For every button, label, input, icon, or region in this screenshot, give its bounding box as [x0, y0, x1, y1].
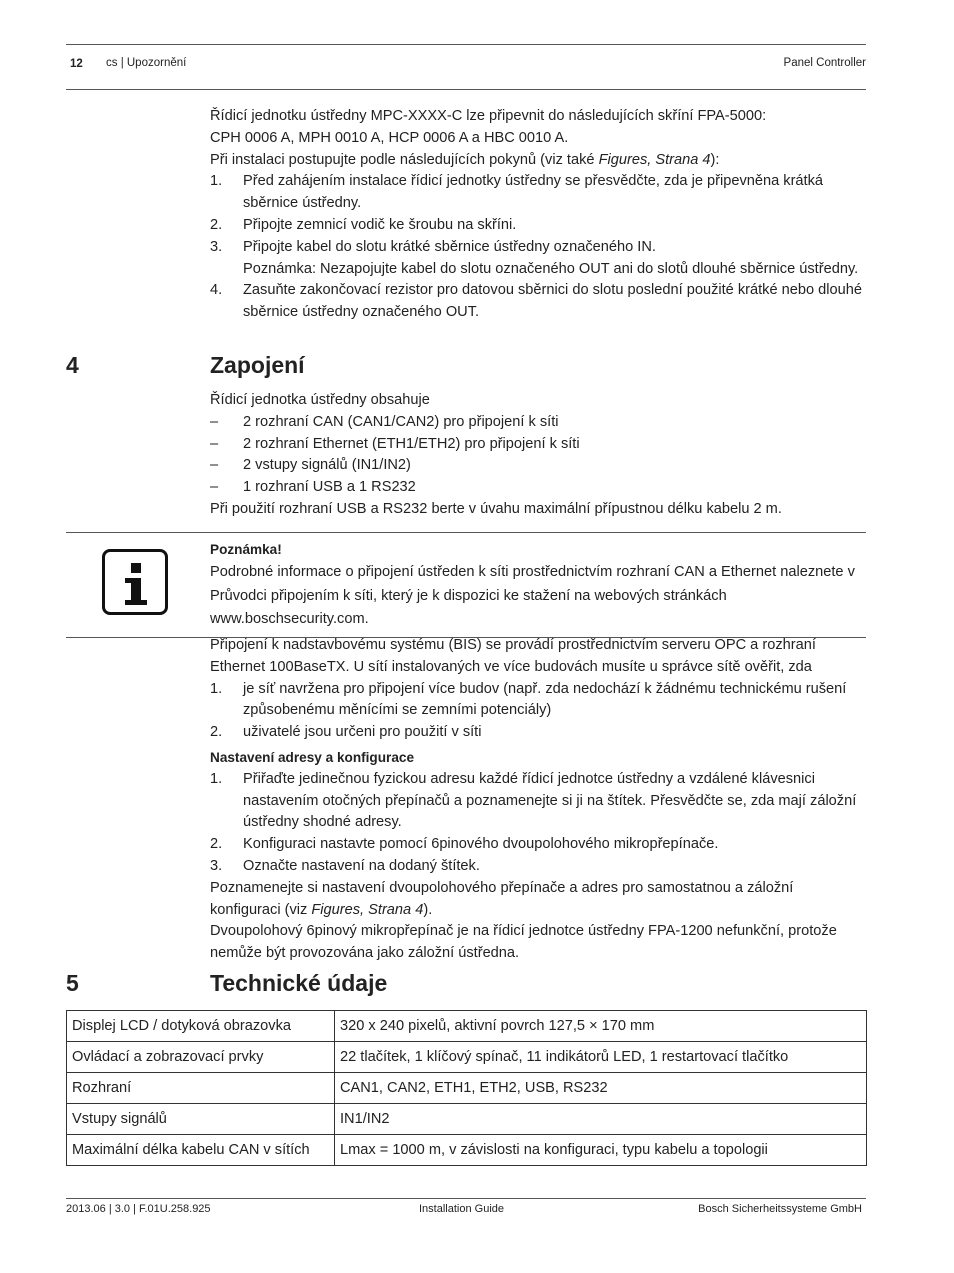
bis-item: 1. je síť navržena pro připojení více budov (např. zda nedochází k žádnému technickému rušení způsobenému měnícími se zemními potenciály) — [210, 680, 847, 719]
header-top-rule — [66, 44, 866, 45]
notice-text: Podrobné informace o připojení ústředen k síti prostřednictvím rozhraní CAN a Ethernet naleznete v Průvodci připojením k síti, který je k dispozici ke stažení na webových stránkách www.boschsecurity.com. — [210, 564, 855, 628]
bis-block — [210, 635, 866, 965]
technical-data-table — [66, 1010, 867, 1166]
config-title: Nastavení adresy a konfigurace — [210, 749, 414, 765]
spec-label: Ovládací a zobrazovací prvky — [67, 1042, 335, 1073]
interface-item: – 1 rozhraní USB a 1 RS232 — [210, 479, 416, 496]
footer-rule — [66, 1198, 866, 1199]
install-step: 2. Připojte zemnicí vodič ke šroubu na skříni. — [210, 216, 517, 233]
section-4-title: Zapojení — [210, 352, 305, 378]
table-row — [67, 1042, 867, 1073]
config-note: Poznamenejte si nastavení dvoupolohového přepínače a adres pro samostatnou a záložní konfiguraci (viz Figures, Strana 4). — [210, 879, 794, 918]
section-4-intro: Řídicí jednotka ústředny obsahuje — [210, 392, 430, 408]
notice-top-rule — [66, 532, 866, 533]
config-item: 2. Konfiguraci nastavte pomocí 6pinového dvoupolohového mikropřepínače. — [210, 836, 719, 853]
interface-item: – 2 vstupy signálů (IN1/IN2) — [210, 457, 411, 474]
section-5-title: Technické údaje — [210, 970, 388, 996]
intro-block — [210, 106, 866, 324]
install-step: 4. Zasuňte zakončovací rezistor pro datovou sběrnici do slotu poslední použité krátké nebo dlouhé sběrnice ústředny označeného OUT. — [210, 282, 862, 321]
install-step: 1. Před zahájením instalace řídicí jednotky ústředny se přesvědčte, zda je připevněna krátká sběrnice ústředny. — [210, 173, 824, 212]
header-bottom-rule — [66, 89, 866, 90]
section-5-number: 5 — [66, 970, 79, 996]
config-item: 1. Přiřaďte jedinečnou fyzickou adresu každé řídicí jednotce ústředny a vzdálené klávesnici nastavením otočných přepínačů a poznamenejte si ji na štítek. Přesvědčte se, zda mají záložní ústředny shodné adresy. — [210, 770, 857, 831]
table-row — [67, 1073, 867, 1104]
spec-label: Vstupy signálů — [67, 1104, 335, 1135]
spec-value: 22 tlačítek, 1 klíčový spínač, 11 indikátorů LED, 1 restartovací tlačítko — [335, 1042, 867, 1073]
footer-doc-id: 2013.06 | 3.0 | F.01U.258.925 — [66, 1203, 211, 1215]
section-4-intro-block — [210, 390, 866, 521]
intro-line-2: CPH 0006 A, MPH 0010 A, HCP 0006 A a HBC 0010 A. — [210, 129, 569, 146]
usb-note: Při použití rozhraní USB a RS232 berte v úvahu maximální přípustnou délku kabelu 2 m. — [210, 500, 782, 517]
dip-note: Dvoupolohový 6pinový mikropřepínač je na řídicí jednotce ústředny FPA-1200 nefunkční, protože nemůže být provozována jako záložní ústředna. — [210, 923, 837, 962]
bis-text: Připojení k nadstavbovému systému (BIS) se provádí prostřednictvím serveru OPC a rozhraní Ethernet 100BaseTX. U sítí instalovaných ve více budovách musíte u správce sítě ověřit, zda — [210, 637, 816, 675]
install-step-note: Poznámka: Nezapojujte kabel do slotu označeného OUT ani do slotů dlouhé sběrnice ústředny. — [243, 260, 859, 277]
section-4-number: 4 — [66, 352, 79, 378]
intro-line-3: Při instalaci postupujte podle následujících pokynů (viz také Figures, Strana 4): — [210, 151, 720, 168]
notice-block — [210, 538, 866, 632]
header-section: cs | Upozornění — [106, 57, 187, 69]
interface-item: – 2 rozhraní Ethernet (ETH1/ETH2) pro připojení k síti — [210, 435, 580, 452]
spec-value: Lmax = 1000 m, v závislosti na konfiguraci, typu kabelu a topologii — [335, 1135, 867, 1166]
header-product: Panel Controller — [783, 57, 866, 69]
bis-item: 2. uživatelé jsou určeni pro použití v síti — [210, 724, 482, 741]
info-icon — [102, 549, 168, 615]
notice-title: Poznámka! — [210, 542, 282, 557]
spec-label: Maximální délka kabelu CAN v sítích — [67, 1135, 335, 1166]
page-number: 12 — [70, 58, 83, 70]
spec-value: CAN1, CAN2, ETH1, ETH2, USB, RS232 — [335, 1073, 867, 1104]
spec-value: 320 x 240 pixelů, aktivní povrch 127,5 × 170 mm — [335, 1011, 867, 1042]
intro-line-1: Řídicí jednotku ústředny MPC-XXXX-C lze připevnit do následujících skříní FPA-5000: — [210, 108, 767, 124]
config-item: 3. Označte nastavení na dodaný štítek. — [210, 857, 480, 874]
spec-label: Displej LCD / dotyková obrazovka — [67, 1011, 335, 1042]
footer-doc-type: Installation Guide — [419, 1203, 504, 1215]
footer-company: Bosch Sicherheitssysteme GmbH — [698, 1203, 862, 1215]
spec-label: Rozhraní — [67, 1073, 335, 1104]
spec-value: IN1/IN2 — [335, 1104, 867, 1135]
install-step: 3. Připojte kabel do slotu krátké sběrnice ústředny označeného IN. Poznámka: Nezapojujte kabel do slotu označeného OUT ani do slotů dlouhé sběrnice ústředny. — [210, 238, 859, 277]
table-row — [67, 1011, 867, 1042]
interface-item: – 2 rozhraní CAN (CAN1/CAN2) pro připojení k síti — [210, 413, 559, 430]
table-row — [67, 1135, 867, 1166]
table-row — [67, 1104, 867, 1135]
